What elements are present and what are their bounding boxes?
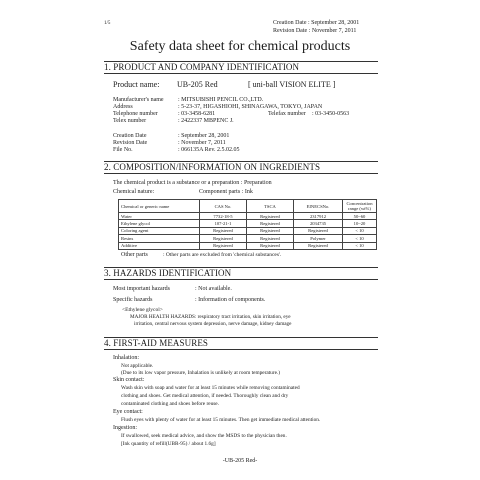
cell-cas: Registered	[200, 227, 247, 234]
page-number: 1/5	[104, 21, 111, 26]
eye-contact-label: Eye contact:	[113, 409, 143, 415]
health-hazards-line-1: MAJOR HEALTH HAZARDS: respiratory tract irritation, skin irritation, eye	[130, 314, 291, 320]
skin-contact-line-3: contaminated clothing and shoes before reuse.	[121, 401, 219, 407]
cell-concentration: < 10	[343, 242, 377, 249]
table-row	[119, 220, 377, 227]
cell-name: Resins	[119, 235, 200, 242]
telefax-value: : 03-3450-0563	[312, 111, 350, 117]
important-hazards-value: : Not available.	[195, 286, 232, 292]
cell-name: Coloring agent	[119, 227, 200, 234]
specific-hazards-label: Specific hazards	[113, 297, 153, 303]
manufacturer-value: : MITSUBISHI PENCIL CO.,LTD.	[178, 97, 264, 103]
table-row	[119, 227, 377, 234]
cell-einecs: 2034735	[294, 220, 343, 227]
cell-tsca: Registered	[247, 213, 294, 220]
section-4-heading: 4. FIRST-AID MEASURES	[104, 337, 378, 350]
skin-contact-line-1: Wash skin with soap and water for at least 15 minutes while removing contaminated	[121, 385, 300, 391]
col-einecs: EINECSNo.	[294, 200, 343, 213]
section-2-heading: 2. COMPOSITION/INFORMATION ON INGREDIENTS	[104, 161, 378, 174]
skin-contact-line-2: clothing and shoes. Get medical attention, if needed. Thoroughly clean and dry	[121, 393, 289, 399]
product-name-value: UB-205 Red	[177, 80, 218, 89]
cell-tsca: Registered	[247, 227, 294, 234]
telephone-label: Telephone number	[113, 111, 158, 117]
cell-einecs: Polymer	[294, 235, 343, 242]
creation-date-label: Creation Date	[113, 133, 147, 139]
header-revision-date: Revision Date : November 7, 2011	[273, 28, 357, 34]
file-no-value: : 066135A Rev. 2.5.02.05	[178, 147, 240, 153]
file-no-label: File No.	[113, 147, 133, 153]
table-header-row	[119, 200, 377, 213]
cell-cas: Registered	[200, 235, 247, 242]
cell-concentration: 50~60	[343, 213, 377, 220]
product-brand: [ uni-ball VISION ELITE ]	[248, 80, 336, 89]
col-tsca: TSCA	[247, 200, 294, 213]
ethylene-glycol-heading: <Ethylene glycol>	[122, 307, 163, 313]
cell-name: Water	[119, 213, 200, 220]
important-hazards-label: Most important hazards	[113, 286, 170, 292]
col-concentration: Concentration range (wt%)	[343, 200, 377, 213]
cell-concentration: 10~20	[343, 220, 377, 227]
telefax-label: Telefax number	[268, 111, 306, 117]
cell-concentration: < 10	[343, 227, 377, 234]
telex-value: : 2422337 MBPENC J.	[178, 118, 234, 124]
telex-label: Telex number	[113, 118, 147, 124]
chemical-nature-label: Chemical nature:	[113, 189, 155, 195]
cell-einecs: 2317912	[294, 213, 343, 220]
revision-date-label: Revision Date	[113, 140, 148, 146]
header-creation-date: Creation Date : September 28, 2001	[273, 20, 360, 26]
footer-product: -UB-205 Red-	[222, 458, 258, 464]
product-name-label: Product name:	[113, 80, 160, 89]
ingestion-line-2: [Ink quantity of refill(UBR-95) / about 1.6g]	[121, 441, 216, 447]
eye-contact-line-1: Flush eyes with plenty of water for at least 15 minutes. Then get immediate medical attention.	[121, 417, 321, 423]
cell-name: Additive	[119, 242, 200, 249]
cell-cas: 7732-18-5	[200, 213, 247, 220]
cell-cas: 107-21-1	[200, 220, 247, 227]
revision-date-value: : November 7, 2011	[178, 140, 226, 146]
creation-date-value: : September 28, 2001	[178, 133, 230, 139]
address-label: Address	[113, 104, 133, 110]
cell-name: Ethylene glycol	[119, 220, 200, 227]
ingestion-label: Ingestion:	[113, 425, 137, 431]
component-parts: Component parts : Ink	[199, 189, 253, 195]
other-parts-value: : Other parts are excluded from 'chemical substances'.	[163, 252, 282, 258]
cell-einecs: Registered	[294, 227, 343, 234]
cell-tsca: Registered	[247, 242, 294, 249]
table-row	[119, 213, 377, 220]
cell-concentration: < 10	[343, 235, 377, 242]
cell-tsca: Registered	[247, 220, 294, 227]
col-cas: CAS No.	[200, 200, 247, 213]
col-name: Chemical or generic name	[119, 200, 200, 213]
cell-einecs: Registered	[294, 242, 343, 249]
cell-cas: Registered	[200, 242, 247, 249]
skin-contact-label: Skin contact:	[113, 377, 145, 383]
health-hazards-line-2: irritation, central nervous system depression, nerve damage, kidney damage	[134, 321, 292, 327]
composition-intro: The chemical product is a substance or a preparation : Preparation	[113, 180, 272, 186]
inhalation-label: Inhalation:	[113, 355, 139, 361]
other-parts-label: Other parts	[121, 252, 148, 258]
table-row	[119, 235, 377, 242]
cell-tsca: Registered	[247, 235, 294, 242]
composition-table	[118, 199, 377, 250]
section-3-heading: 3. HAZARDS IDENTIFICATION	[104, 267, 378, 280]
table-row	[119, 242, 377, 249]
inhalation-line-1: Not applicable.	[121, 363, 154, 369]
specific-hazards-value: : Information of components.	[195, 297, 266, 303]
address-value: : 5-23-37, HIGASHIOHI, SHINAGAWA, TOKYO, JAPAN	[178, 104, 323, 110]
inhalation-line-2: (Due to its low vapor pressure, Inhalation is unlikely at room temperature.)	[121, 370, 281, 376]
document-title: Safety data sheet for chemical products	[129, 39, 351, 54]
telephone-value: : 03-3458-6281	[178, 111, 216, 117]
section-1-heading: 1. PRODUCT AND COMPANY IDENTIFICATION	[104, 61, 378, 74]
manufacturer-label: Manufacturer's name	[113, 97, 164, 103]
ingestion-line-1: If swallowed, seek medical advice, and show the MSDS to the physician then.	[121, 433, 287, 439]
